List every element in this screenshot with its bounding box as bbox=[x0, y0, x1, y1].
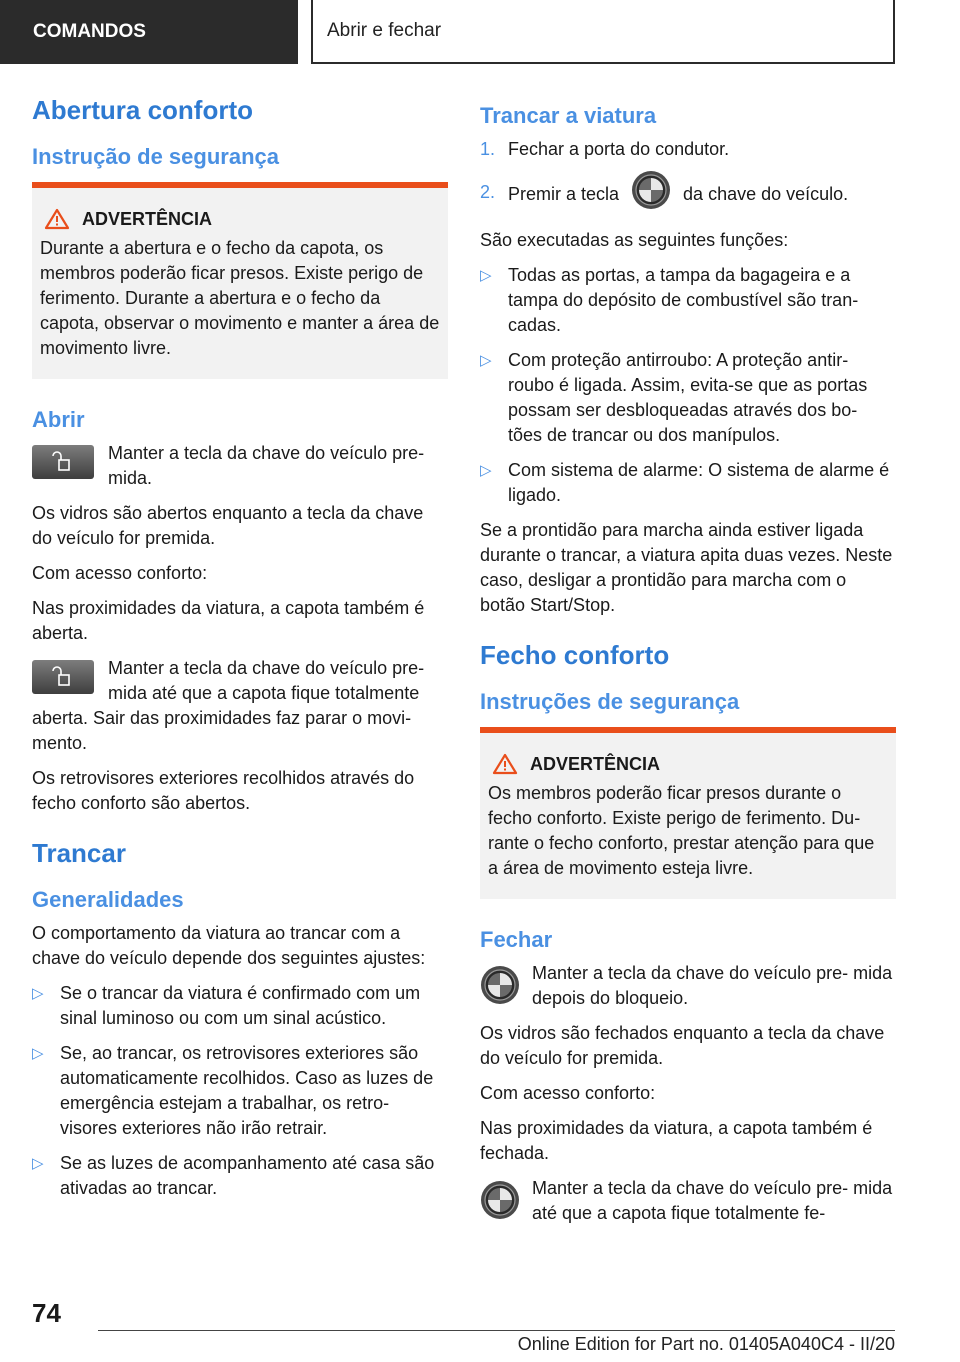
unlock-key-icon bbox=[32, 660, 94, 694]
left-column bbox=[32, 95, 448, 1211]
bullet-triangle-icon: ▷ bbox=[480, 267, 492, 284]
paragraph: Com acesso conforto: bbox=[480, 1083, 656, 1103]
heading-fecho-conforto: Fecho conforto bbox=[480, 640, 670, 670]
key-instruction bbox=[32, 656, 448, 756]
list-item: ▷ Se, ao trancar, os retrovisores exteriores são automaticamente recolhidos. Caso as luzes de emergência estejam a trabalhar, os retro- visores exteriores não irão retrair. bbox=[32, 1043, 434, 1138]
unlock-key-icon bbox=[32, 445, 94, 479]
key-instruction-text: Manter a tecla da chave do veículo pre- mida até que a capota fique totalmente aberta. Sair das proximidades faz parar o movi- mento. bbox=[32, 658, 425, 753]
page-number: 74 bbox=[32, 1298, 61, 1328]
list-item: ▷ Se as luzes de acompanhamento até casa são ativadas ao trancar. bbox=[32, 1153, 435, 1198]
steps-list bbox=[480, 137, 896, 210]
heading-fechar: Fechar bbox=[480, 927, 553, 952]
list-item: ▷ Todas as portas, a tampa da bagageira e a tampa do depósito de combustível são tran- cadas. bbox=[480, 265, 859, 335]
warning-triangle-icon bbox=[44, 208, 70, 230]
key-instruction-text: Manter a tecla da chave do veículo pre- mida. bbox=[108, 443, 425, 488]
warning-box bbox=[32, 182, 448, 379]
warning-box bbox=[480, 727, 896, 899]
heading-trancar: Trancar bbox=[32, 838, 126, 868]
bullet-triangle-icon: ▷ bbox=[32, 1155, 44, 1172]
key-instruction bbox=[32, 441, 448, 491]
section-title: COMANDOS bbox=[33, 21, 146, 42]
bullet-triangle-icon: ▷ bbox=[32, 985, 44, 1002]
list-item: ▷ Com proteção antirroubo: A proteção antir- roubo é ligada. Assim, evita-se que as portas possam ser desbloqueadas através dos bo- tões de trancar ou dos manípulos. bbox=[480, 350, 868, 445]
list-item: ▷ Se o trancar da viatura é confirmado com um sinal luminoso ou com um sinal acústico. bbox=[32, 983, 421, 1028]
key-instruction-text: Manter a tecla da chave do veículo pre- mida depois do bloqueio. bbox=[532, 963, 893, 1008]
paragraph: O comportamento da viatura ao trancar com a chave do veículo depende dos seguintes ajustes: bbox=[32, 923, 426, 968]
section-tab bbox=[0, 0, 298, 64]
heading-instrucoes-seguranca: Instruções de segurança bbox=[480, 689, 740, 714]
heading-abrir: Abrir bbox=[32, 407, 85, 432]
bullet-triangle-icon: ▷ bbox=[480, 352, 492, 369]
heading-generalidades: Generalidades bbox=[32, 887, 184, 912]
warning-text: Durante a abertura e o fecho da capota, os membros poderão ficar presos. Existe perigo de ferimento. Durante a abertura e o fecho da capota, observar o movimento e manter a área de movimento livre. bbox=[40, 238, 440, 358]
heading-abertura-conforto: Abertura conforto bbox=[32, 95, 253, 125]
warning-triangle-icon bbox=[492, 753, 518, 775]
right-column bbox=[480, 103, 896, 1236]
lock-key-button-icon bbox=[631, 170, 671, 210]
paragraph: Se a prontidão para marcha ainda estiver ligada durante o trancar, a viatura apita duas vezes. Neste caso, desligar a prontidão para marcha com o botão Start/Stop. bbox=[480, 520, 893, 615]
key-instruction-text: Manter a tecla da chave do veículo pre- mida até que a capota fique totalmente fe- bbox=[532, 1178, 893, 1223]
functions-list bbox=[480, 263, 896, 508]
bullet-triangle-icon: ▷ bbox=[32, 1045, 44, 1062]
warning-title bbox=[488, 753, 888, 775]
edition-footer: Online Edition for Part no. 01405A040C4 - II/20 bbox=[517, 1334, 895, 1354]
paragraph: Os retrovisores exteriores recolhidos através do fecho conforto são abertos. bbox=[32, 768, 415, 813]
footer-divider bbox=[98, 1330, 895, 1331]
paragraph: São executadas as seguintes funções: bbox=[480, 230, 789, 250]
warning-title bbox=[40, 208, 440, 230]
paragraph: Com acesso conforto: bbox=[32, 563, 208, 583]
key-instruction bbox=[480, 961, 896, 1011]
warning-label: ADVERTÊNCIA bbox=[82, 208, 213, 229]
paragraph: Os vidros são abertos enquanto a tecla da chave do veículo for premida. bbox=[32, 503, 424, 548]
bullet-triangle-icon: ▷ bbox=[480, 462, 492, 479]
lock-key-button-icon bbox=[480, 965, 520, 1005]
heading-trancar-viatura: Trancar a viatura bbox=[480, 103, 657, 128]
paragraph: Os vidros são fechados enquanto a tecla da chave do veículo for premida. bbox=[480, 1023, 885, 1068]
step-item: 2. Premir a tecla da chave do veículo. bbox=[480, 180, 896, 210]
key-instruction bbox=[480, 1176, 896, 1226]
chapter-title: Abrir e fechar bbox=[327, 20, 442, 41]
list-item: ▷ Com sistema de alarme: O sistema de alarme é ligado. bbox=[480, 460, 890, 505]
warning-text: Os membros poderão ficar presos durante o fecho conforto. Existe perigo de ferimento. Du- rante o fecho conforto, prestar atenção para que a área de movimento esteja livre. bbox=[488, 783, 875, 878]
heading-instrucao-seguranca: Instrução de segurança bbox=[32, 144, 279, 169]
chapter-tab bbox=[311, 0, 895, 64]
settings-list bbox=[32, 981, 448, 1201]
warning-label: ADVERTÊNCIA bbox=[530, 753, 661, 774]
paragraph: Nas proximidades da viatura, a capota também é fechada. bbox=[480, 1118, 873, 1163]
paragraph: Nas proximidades da viatura, a capota também é aberta. bbox=[32, 598, 425, 643]
step-item: 1. Fechar a porta do condutor. bbox=[480, 139, 730, 159]
lock-key-button-icon bbox=[480, 1180, 520, 1220]
